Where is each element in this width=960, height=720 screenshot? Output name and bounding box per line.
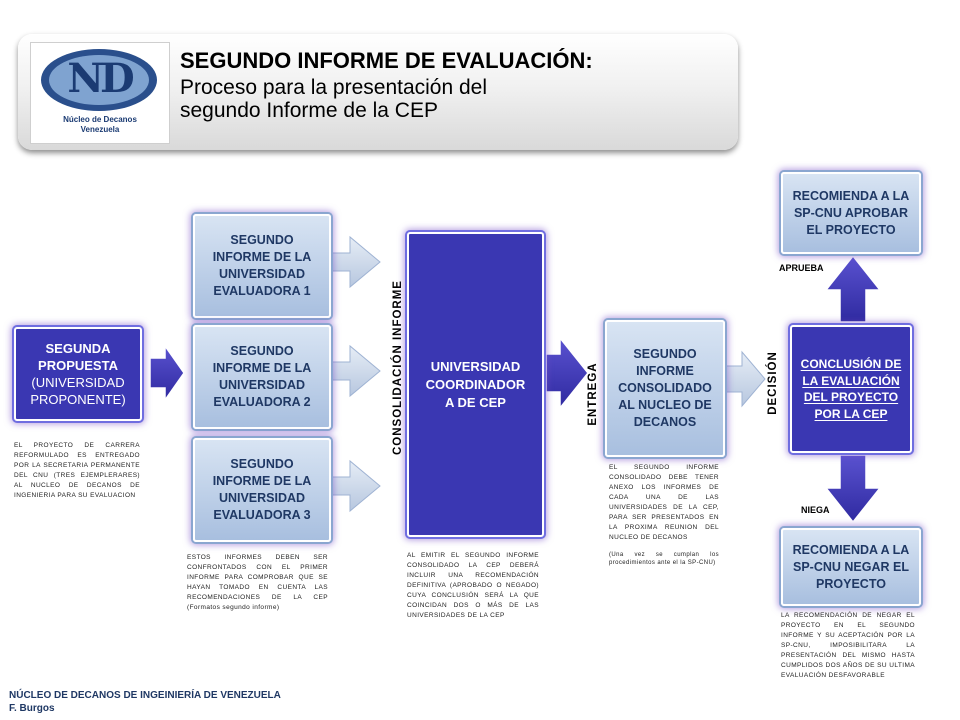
reports-note: ESTOS INFORMES DEBEN SER CONFRONTADOS CON EL PRIMER INFORME PARA COMPROBAR QUE SE HAYAN TOMADO EN CUENTA LAS RECOMENDACIONES DE LA CEP (Formatos segundo informe) bbox=[187, 554, 328, 611]
logo-monogram: ND bbox=[67, 55, 131, 102]
coordinator-line-3: A DE CEP bbox=[445, 395, 506, 410]
decision-label: DECISIÓN bbox=[767, 351, 779, 415]
arrow-consolidated bbox=[726, 352, 765, 406]
consolidated-note: EL SEGUNDO INFORME CONSOLIDADO DEBE TENER ANEXO LOS INFORMES DE CADA UNA DE LAS UNIVERSIDADES DE LA CEP, PARA SER PRESENTADOS EN LA PROXIMA REUNION DEL NUCLEO DE DECANOS bbox=[609, 464, 719, 541]
proposal-line-3: (UNIVERSIDAD bbox=[31, 375, 125, 390]
approve-box: RECOMIENDA A LA SP-CNU APROBAR EL PROYECTO bbox=[781, 172, 921, 254]
proposal-box bbox=[14, 327, 142, 421]
arrow-coordinator bbox=[546, 338, 588, 408]
proposal-line-1: SEGUNDA bbox=[45, 341, 111, 356]
arrow-report-3 bbox=[332, 461, 380, 511]
deny-note: LA RECOMENDACIÓN DE NEGAR EL PROYECTO EN EL SEGUNDO INFORME Y SU ACEPTACIÓN POR LA SP-CNU, IMPOSIBILITARA LA PRESENTACIÓN DEL MISMO HASTA CUMPLIDOS DOS AÑOS DE SU ULTIMA EVALUACIÓN DESFAVORABLE bbox=[781, 612, 915, 679]
consolidated-note-2: (Una vez se cumplan los procedimientos ante el la SP-CNU) bbox=[609, 552, 719, 566]
coordinator-line-1: UNIVERSIDAD bbox=[430, 359, 521, 374]
coordinator-box bbox=[407, 232, 544, 537]
report-box-3: SEGUNDO INFORME DE LA UNIVERSIDAD EVALUADORA 3 bbox=[193, 438, 331, 542]
deny-box: RECOMIENDA A LA SP-CNU NEGAR EL PROYECTO bbox=[781, 528, 921, 606]
consolidation-label: CONSOLIDACIÓN INFORME bbox=[392, 280, 404, 455]
conclusion-box bbox=[790, 325, 912, 453]
proposal-line-4: PROPONENTE) bbox=[30, 392, 126, 407]
coordinator-note: AL EMITIR EL SEGUNDO INFORME CONSOLIDADO LA CEP DEBERÁ INCLUIR UNA RECOMENDACIÓN DEFINITIVA (APROBADO O NEGADO) CUYA CONCLUSIÓN SERÁ LA QUE COINCIDAN DOS O MÁS DE LAS UNIVERSIDADES DE LA CEP bbox=[407, 552, 539, 619]
arrow-report-2 bbox=[332, 346, 380, 396]
deny-tag: NIEGA bbox=[801, 505, 830, 515]
arrow-proposal bbox=[150, 346, 184, 400]
logo-line-2: Venezuela bbox=[80, 125, 120, 134]
subtitle-line-1: Proceso para la presentación del bbox=[180, 76, 488, 99]
arrow-report-1 bbox=[332, 237, 380, 287]
delivery-label: ENTREGA bbox=[587, 362, 599, 426]
logo-line-1: Núcleo de Decanos bbox=[63, 115, 137, 124]
footer-org: NÚCLEO DE DECANOS DE INGEINIERÍA DE VENEZUELA bbox=[9, 690, 281, 701]
footer-author: F. Burgos bbox=[9, 703, 55, 714]
coordinator-line-2: COORDINADOR bbox=[425, 377, 526, 392]
proposal-note: EL PROYECTO DE CARRERA REFORMULADO ES ENTREGADO POR LA SECRETARIA PERMANENTE DEL CNU (TRES EJEMPLERARES) AL NUCLEO DE DECANOS DE INGENIERIA PARA SU EVALUACION bbox=[14, 442, 140, 499]
subtitle-line-2: segundo Informe de la CEP bbox=[180, 99, 438, 122]
arrow-up-approve bbox=[826, 256, 880, 322]
proposal-line-2: PROPUESTA bbox=[38, 358, 118, 373]
report-box-1: SEGUNDO INFORME DE LA UNIVERSIDAD EVALUADORA 1 bbox=[193, 214, 331, 318]
approve-tag: APRUEBA bbox=[779, 263, 824, 273]
page-title: SEGUNDO INFORME DE EVALUACIÓN: bbox=[180, 48, 593, 73]
consolidated-box: SEGUNDO INFORME CONSOLIDADO AL NUCLEO DE DECANOS bbox=[605, 320, 725, 457]
arrow-down-deny bbox=[826, 455, 880, 522]
conclusion-label: CONCLUSIÓN DE LA EVALUACIÓN DEL PROYECTO POR LA CEP bbox=[800, 357, 902, 421]
report-box-2: SEGUNDO INFORME DE LA UNIVERSIDAD EVALUADORA 2 bbox=[193, 325, 331, 429]
